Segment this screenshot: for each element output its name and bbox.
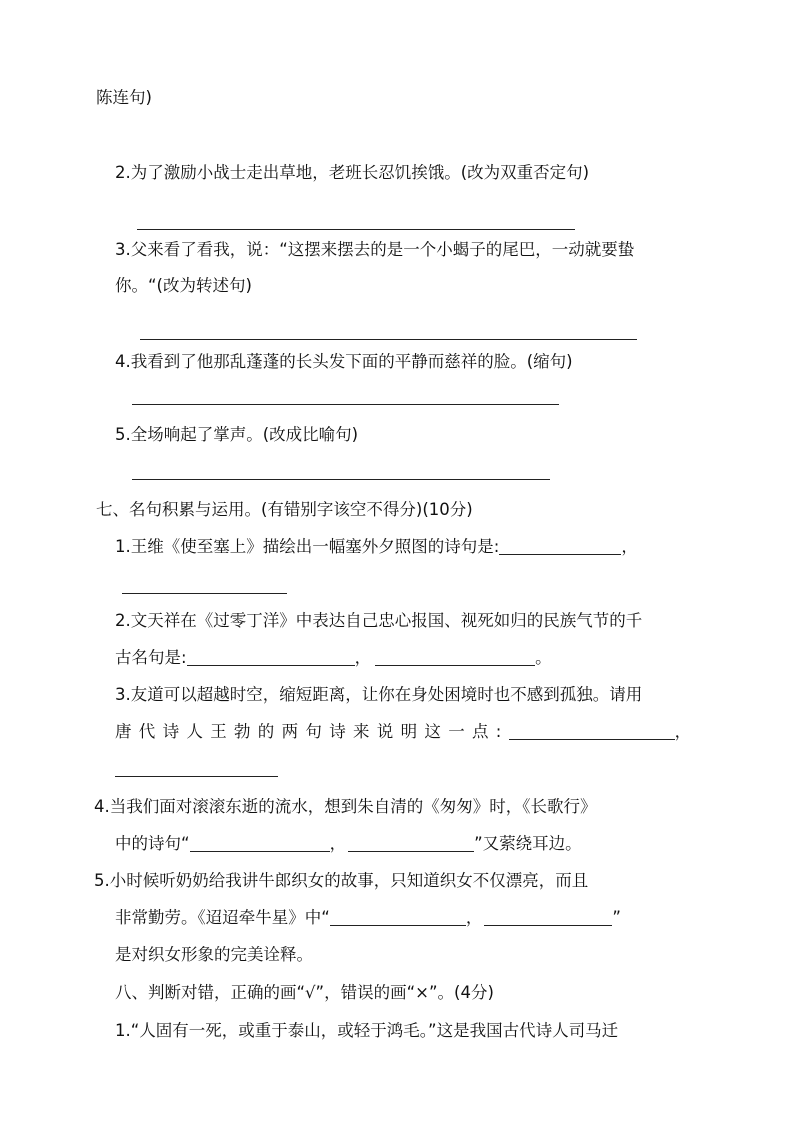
- question-7-1: [115, 535, 638, 559]
- question-7-2-line1: 2.文天祥在《过零丁洋》中表达自己忠心报国、视死如归的民族气节的千: [115, 611, 643, 630]
- answer-line-6-3[interactable]: [140, 339, 637, 340]
- blank-7-5-a[interactable]: [330, 909, 466, 926]
- blank-7-2-a[interactable]: [187, 649, 355, 666]
- close-quote: ”: [612, 908, 621, 927]
- question-7-4-line1: 4.当我们面对滚滚东逝的流水，想到朱自清的《匆匆》时，《长歌行》: [94, 797, 597, 816]
- section-7-heading: 七、名句积累与运用。(有错别字该空不得分)(10分): [96, 500, 473, 519]
- question-7-3-line1: 3.友道可以超越时空，缩短距离，让你在身处困境时也不感到孤独。请用: [115, 685, 643, 704]
- question-7-3-text: 唐代诗人王勃的两句诗来说明这一点:: [115, 722, 509, 741]
- question-7-4-text: 中的诗句“: [115, 834, 190, 853]
- comma: ，: [329, 834, 347, 853]
- question-6-2: 2.为了激励小战士走出草地，老班长忍饥挨饿。(改为双重否定句): [115, 163, 590, 182]
- blank-7-1-b[interactable]: [122, 593, 287, 594]
- question-7-5-line2: [115, 906, 621, 930]
- question-7-5-text: 非常勤劳。《迢迢牵牛星》中“: [115, 908, 330, 927]
- question-7-3-line2: [115, 720, 691, 744]
- blank-7-4-b[interactable]: [348, 835, 474, 852]
- question-6-3-line1: 3.父来看了看我，说：“这摆来摆去的是一个小蝎子的尾巴，一动就要蛰: [115, 240, 635, 259]
- blank-7-3-a[interactable]: [509, 723, 675, 740]
- question-7-1-text: 1.王维《使至塞上》描绘出一幅塞外夕照图的诗句是:: [115, 537, 500, 556]
- question-7-4-line2: [115, 832, 582, 856]
- answer-line-6-4[interactable]: [132, 404, 559, 405]
- answer-line-6-5[interactable]: [132, 479, 550, 480]
- blank-7-1-a[interactable]: [499, 538, 621, 555]
- question-7-2-line2: [115, 646, 552, 670]
- question-7-5-line3: 是对织女形象的完美诠释。: [115, 945, 313, 964]
- continued-text: 陈连句): [96, 88, 152, 107]
- question-8-1: 1.“人固有一死，或重于泰山，或轻于鸿毛。”这是我国古代诗人司马迁: [115, 1021, 619, 1040]
- question-7-2-text: 古名句是:: [115, 648, 187, 667]
- comma: ，: [354, 648, 372, 667]
- answer-line-6-2[interactable]: [137, 229, 575, 230]
- question-7-4-end: ”又萦绕耳边。: [474, 834, 582, 853]
- blank-7-4-a[interactable]: [190, 835, 330, 852]
- question-6-3-line2: 你。“(改为转述句): [115, 276, 252, 295]
- blank-7-3-b[interactable]: [115, 776, 278, 777]
- comma: ，: [621, 537, 638, 556]
- question-6-4: 4.我看到了他那乱蓬蓬的长头发下面的平静而慈祥的脸。(缩句): [115, 352, 573, 371]
- section-8-heading: 八、判断对错，正确的画“√”，错误的画“×”。(4分): [115, 983, 494, 1002]
- comma: ，: [674, 722, 692, 741]
- period: 。: [535, 648, 552, 667]
- blank-7-2-b[interactable]: [375, 649, 535, 666]
- question-7-5-line1: 5.小时候听奶奶给我讲牛郎织女的故事，只知道织女不仅漂亮，而且: [94, 871, 589, 890]
- question-6-5: 5.全场响起了掌声。(改成比喻句): [115, 425, 359, 444]
- blank-7-5-b[interactable]: [484, 909, 612, 926]
- comma: ，: [465, 908, 483, 927]
